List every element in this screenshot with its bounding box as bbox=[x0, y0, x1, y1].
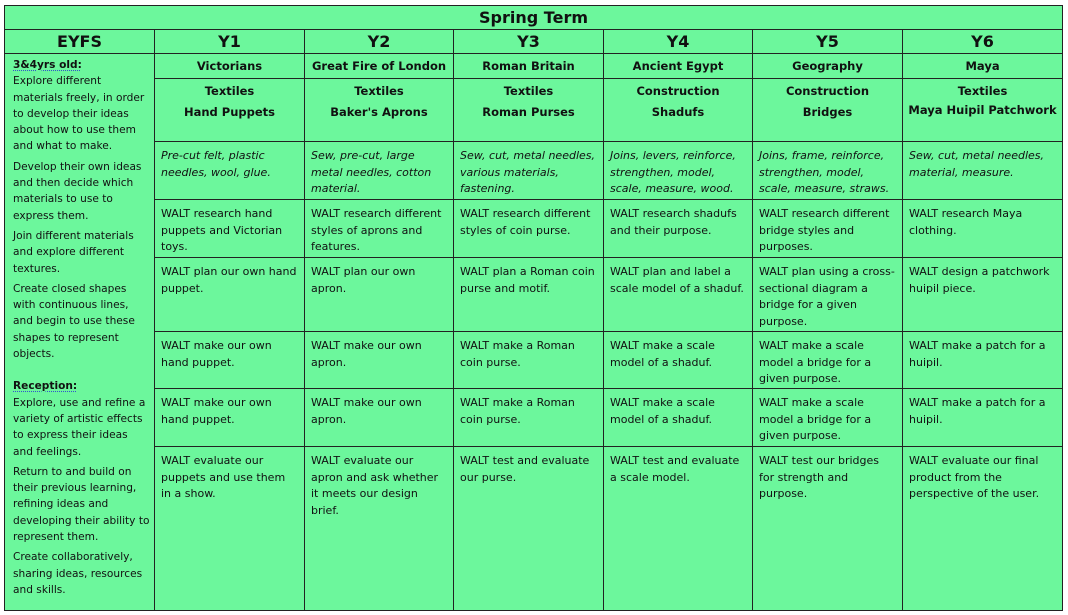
vocabulary-y6: Sew, cut, metal needles, material, measure. bbox=[903, 142, 1063, 200]
focus-project: Baker's Aprons bbox=[330, 105, 428, 119]
eyfs-reception-point: Create collaboratively, sharing ideas, resources and skills. bbox=[13, 551, 143, 596]
make-y4: WALT make a scale model of a shaduf. bbox=[604, 389, 753, 447]
eyfs-cell bbox=[5, 54, 155, 611]
eyfs-reception-point: Return to and build on their previous learning, refining ideas and developing their ability to represent them. bbox=[13, 465, 150, 544]
research-y4: WALT research shadufs and their purpose. bbox=[604, 200, 753, 258]
header-y3: Y3 bbox=[454, 30, 604, 54]
header-y5: Y5 bbox=[753, 30, 903, 54]
focus-project: Roman Purses bbox=[482, 105, 575, 119]
focus-type: Textiles bbox=[503, 84, 554, 98]
vocabulary-y2: Sew, pre-cut, large metal needles, cotton material. bbox=[305, 142, 454, 200]
focus-type: Textiles bbox=[354, 84, 404, 98]
vocabulary-y5: Joins, frame, reinforce, strengthen, model, scale, measure, straws. bbox=[753, 142, 903, 200]
focus-type: Construction bbox=[636, 84, 720, 98]
research-y1: WALT research hand puppets and Victorian toys. bbox=[155, 200, 305, 258]
focus-y4 bbox=[604, 79, 753, 142]
eyfs-reception-point: Explore, use and refine a variety of artistic effects to express their ideas and feelings. bbox=[13, 396, 146, 458]
header-eyfs: EYFS bbox=[5, 30, 155, 54]
vocabulary-y3: Sew, cut, metal needles, various materials, fastening. bbox=[454, 142, 604, 200]
make-y6: WALT make a patch for a huipil. bbox=[903, 389, 1063, 447]
evaluate-y2: WALT evaluate our apron and ask whether it meets our design brief. bbox=[305, 447, 454, 611]
eyfs-age-point: Join different materials and explore different textures. bbox=[13, 229, 134, 275]
research-y2: WALT research different styles of aprons and features. bbox=[305, 200, 454, 258]
header-y2: Y2 bbox=[305, 30, 454, 54]
focus-project: Maya Huipil Patchwork bbox=[908, 103, 1057, 117]
plan-y3: WALT plan a Roman coin purse and motif. bbox=[454, 258, 604, 332]
focus-y2 bbox=[305, 79, 454, 142]
eyfs-age-label: 3&4yrs old: bbox=[13, 59, 82, 71]
term-title: Spring Term bbox=[5, 6, 1063, 30]
focus-y6 bbox=[903, 79, 1063, 142]
make-y1: WALT make our own hand puppet. bbox=[155, 332, 305, 389]
make-y4: WALT make a scale model of a shaduf. bbox=[604, 332, 753, 389]
focus-project: Hand Puppets bbox=[183, 105, 276, 119]
evaluate-y3: WALT test and evaluate our purse. bbox=[454, 447, 604, 611]
topic-y4: Ancient Egypt bbox=[604, 54, 753, 79]
research-y3: WALT research different styles of coin purse. bbox=[454, 200, 604, 258]
make-y3: WALT make a Roman coin purse. bbox=[454, 332, 604, 389]
eyfs-reception-label: Reception: bbox=[13, 380, 78, 393]
topic-y5: Geography bbox=[753, 54, 903, 79]
focus-y5 bbox=[753, 79, 903, 142]
evaluate-y4: WALT test and evaluate a scale model. bbox=[604, 447, 753, 611]
evaluate-y1: WALT evaluate our puppets and use them in a show. bbox=[155, 447, 305, 611]
plan-y5: WALT plan using a cross-sectional diagram a bridge for a given purpose. bbox=[753, 258, 903, 332]
make-y2: WALT make our own apron. bbox=[305, 332, 454, 389]
header-y1: Y1 bbox=[155, 30, 305, 54]
topic-y2: Great Fire of London bbox=[305, 54, 454, 79]
make-y5: WALT make a scale model a bridge for a given purpose. bbox=[753, 332, 903, 389]
eyfs-age-point: Explore different materials freely, in order to develop their ideas about how to use them and what to make. bbox=[13, 75, 145, 153]
make-y2: WALT make our own apron. bbox=[305, 389, 454, 447]
vocabulary-y4: Joins, levers, reinforce, strengthen, model, scale, measure, wood. bbox=[604, 142, 753, 200]
research-y5: WALT research different bridge styles and purposes. bbox=[753, 200, 903, 258]
focus-project: Shadufs bbox=[651, 105, 705, 119]
make-y6: WALT make a patch for a huipil. bbox=[903, 332, 1063, 389]
research-y6: WALT research Maya clothing. bbox=[903, 200, 1063, 258]
eyfs-age-point: Create closed shapes with continuous lines, and begin to use these shapes to represent objects. bbox=[13, 282, 135, 361]
focus-y1 bbox=[155, 79, 305, 142]
focus-type: Textiles bbox=[204, 84, 255, 98]
topic-y6: Maya bbox=[903, 54, 1063, 79]
make-y1: WALT make our own hand puppet. bbox=[155, 389, 305, 447]
header-y6: Y6 bbox=[903, 30, 1063, 54]
evaluate-y5: WALT test our bridges for strength and purpose. bbox=[753, 447, 903, 611]
focus-y3 bbox=[454, 79, 604, 142]
topic-y1: Victorians bbox=[155, 54, 305, 79]
eyfs-age-point: Develop their own ideas and then decide which materials to use to express them. bbox=[13, 160, 142, 222]
focus-type: Construction bbox=[785, 84, 870, 98]
vocabulary-y1: Pre-cut felt, plastic needles, wool, glue. bbox=[155, 142, 305, 200]
header-y4: Y4 bbox=[604, 30, 753, 54]
plan-y6: WALT design a patchwork huipil piece. bbox=[903, 258, 1063, 332]
focus-project: Bridges bbox=[802, 105, 853, 119]
focus-type: Textiles bbox=[957, 84, 1008, 98]
topic-y3: Roman Britain bbox=[454, 54, 604, 79]
make-y3: WALT make a Roman coin purse. bbox=[454, 389, 604, 447]
make-y5: WALT make a scale model a bridge for a given purpose. bbox=[753, 389, 903, 447]
plan-y1: WALT plan our own hand puppet. bbox=[155, 258, 305, 332]
plan-y4: WALT plan and label a scale model of a shaduf. bbox=[604, 258, 753, 332]
spring-term-table bbox=[4, 5, 1063, 611]
plan-y2: WALT plan our own apron. bbox=[305, 258, 454, 332]
evaluate-y6: WALT evaluate our final product from the perspective of the user. bbox=[903, 447, 1063, 611]
